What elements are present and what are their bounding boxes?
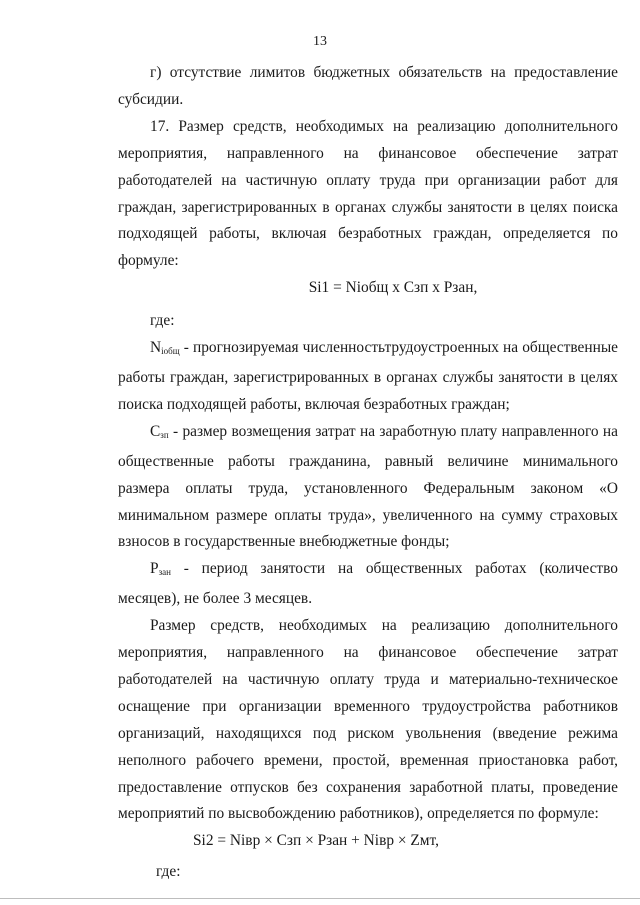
- symbol-p-subscript: зан: [158, 567, 171, 578]
- page-bottom-edge: [0, 898, 640, 899]
- formula-si2: Si2 = Niвр × Сзп × Рзан + Niвр × Zмт,: [193, 832, 439, 850]
- definition-c-zp: [118, 419, 618, 557]
- definition-c-text: - размер возмещения затрат на заработную плату направленного на общественные работы гражданина, равный величине минимального размера оплаты труда, установленного Федеральным законом «О минимальном размере оплаты труда», увеличенного на сумму страховых взносов в государственные внебюджетные фонды;: [118, 422, 618, 551]
- document-body: [118, 60, 618, 886]
- symbol-c-subscript: зп: [160, 429, 169, 440]
- definition-n-iobshch: [118, 335, 618, 419]
- page-number: 13: [313, 34, 327, 49]
- symbol-n: N: [150, 339, 162, 357]
- where-label-2: где:: [156, 863, 181, 881]
- paragraph-g: г) отсутствие лимитов бюджетных обязательств на предоставление субсидии.: [118, 64, 618, 108]
- definition-n-text: - прогнозируемая численностьтрудоустроенных на общественные работы граждан, зарегистрированных в органах службы занятости в целях поиска подходящей работы, включая безработных граждан;: [118, 339, 618, 413]
- symbol-p: Р: [150, 560, 159, 578]
- where-label-1: где:: [150, 312, 175, 330]
- symbol-c: С: [150, 422, 161, 440]
- definition-p-text: - период занятости на общественных работах (количество месяцев), не более 3 месяцев.: [118, 560, 618, 608]
- symbol-n-subscript: iобщ: [161, 346, 180, 357]
- definition-p-zan: [118, 556, 618, 613]
- paragraph-razmer-2: Размер средств, необходимых на реализацию дополнительного мероприятия, направленного на финансовое обеспечение затрат работодателей на частичную оплату труда и материально-техническое оснащение при организации временного трудоустройства работников организаций, находящихся под риском увольнения (введение режима неполного рабочего времени, простой, временная приостановка работ, предоставление отпусков без сохранения заработной платы, проведение мероприятий по высвобождению работников), определяется по формуле:: [118, 617, 618, 823]
- paragraph-17: 17. Размер средств, необходимых на реализацию дополнительного мероприятия, направленного на финансовое обеспечение затрат работодателей на частичную оплату труда при организации работ для граждан, зарегистрированных в органах службы занятости в целях поиска подходящей работы, включая безработных граждан, определяется по формуле:: [118, 117, 618, 270]
- formula-si1: Si1 = Niобщ х Сзп х Рзан,: [308, 279, 478, 297]
